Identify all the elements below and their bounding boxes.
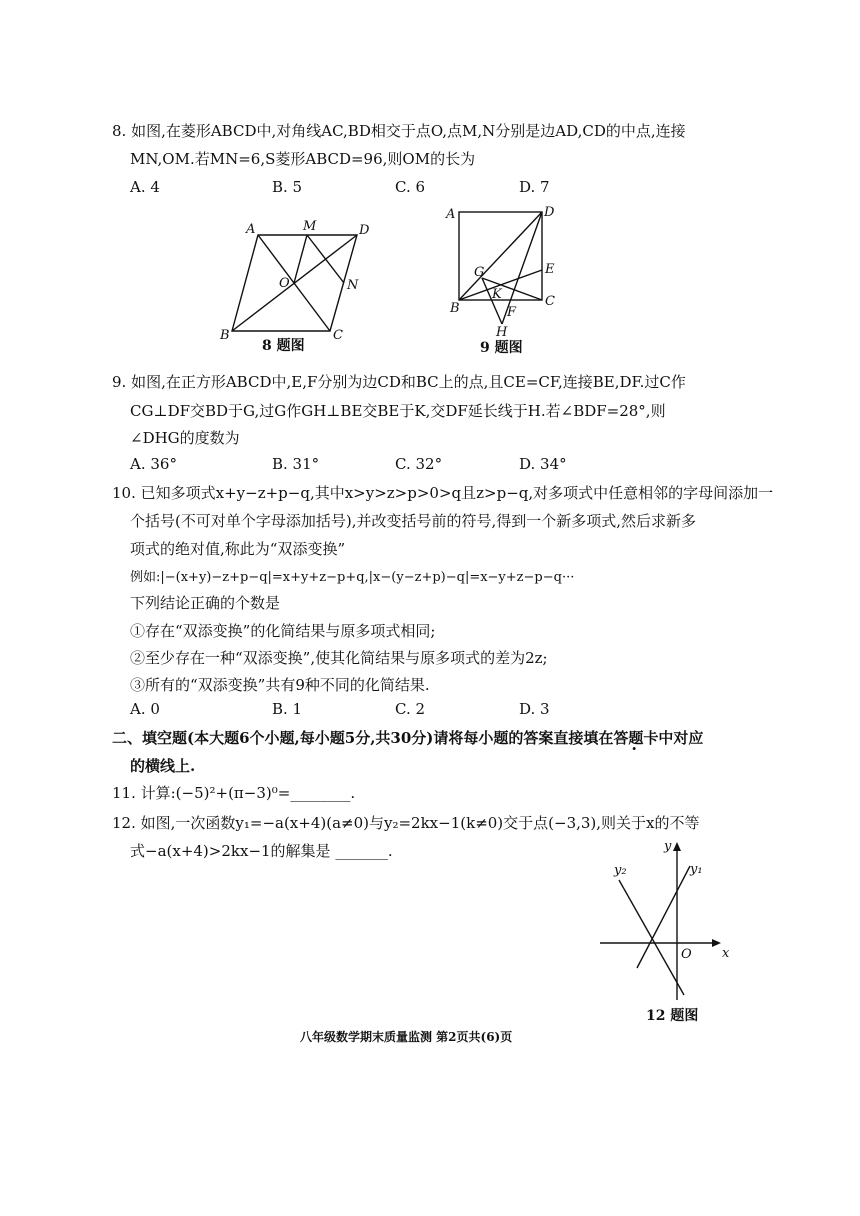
q10-line-1: 10. 已知多项式x+y−z+p−q,其中x>y>z>p>0>q且z>p−q,对多项式中任意相邻的字母间添加一 [112,484,774,502]
q9-option-b: B. 31° [272,455,320,473]
q10-prompt: 下列结论正确的个数是 [130,594,281,612]
q9-line-3: ∠DHG的度数为 [130,429,240,447]
q9-option-d: D. 34° [519,455,567,473]
label-o: O [279,276,290,291]
label-g-9: G [474,265,485,280]
label-y2: y₂ [614,863,627,878]
label-y-axis: y [664,839,672,854]
q10-line-3: 项式的绝对值,称此为“双添变换” [130,540,346,558]
label-x-axis: x [722,946,730,961]
q8-line-2: MN,OM.若MN=6,S菱形ABCD=96,则OM的长为 [130,150,476,168]
page-footer: 八年级数学期末质量监测 第2页共(6)页 [300,1030,513,1044]
q8-option-d: D. 7 [519,178,550,196]
label-a-9: A [446,207,456,222]
label-f-9: F [507,305,517,320]
section-2-emphasis: 答题卡 [613,729,659,747]
label-h-9: H [496,325,508,340]
q10-statement-2: ②至少存在一种“双添变换”,使其化简结果与原多项式的差为2z; [130,649,548,667]
section-2-heading-text: 二、填空题(本大题6个小题,每小题5分,共30分)请将每小题的答案直接填在 [112,729,614,747]
q10-line-2: 个括号(不可对单个字母添加括号),并改变括号前的符号,得到一个新多项式,然后求新多 [130,512,697,530]
q8-option-b: B. 5 [272,178,303,196]
q10-option-c: C. 2 [395,700,426,718]
label-d: D [359,223,370,238]
label-a: A [246,222,256,237]
q12-line-2: 式−a(x+4)>2kx−1的解集是 _______. [130,842,393,860]
q9-option-a: A. 36° [130,455,177,473]
section-2-heading-line-2: 的横线上. [130,757,196,775]
label-n: N [347,278,359,293]
section-2-heading-tail: 中对应 [658,729,704,747]
q9-line-1: 9. 如图,在正方形ABCD中,E,F分别为边CD和BC上的点,且CE=CF,连接BE,DF.过C作 [112,373,686,391]
q12-line-1: 12. 如图,一次函数y₁=−a(x+4)(a≠0)与y₂=2kx−1(k≠0)交于点(−3,3),则关于x的不等 [112,814,700,832]
y-axis-arrow [673,842,681,851]
q10-option-b: B. 1 [272,700,303,718]
q8-option-c: C. 6 [395,178,426,196]
q11-text: 11. 计算:(−5)²+(π−3)⁰=________. [112,784,356,802]
q8-line-1: 8. 如图,在菱形ABCD中,对角线AC,BD相交于点O,点M,N分别是边AD,CD的中点,连接 [112,122,686,140]
q10-option-a: A. 0 [130,700,160,718]
figure-12-caption: 12 题图 [646,1008,699,1024]
section-2-heading-line-1 [112,727,703,748]
segment-om [294,235,307,283]
x-axis-arrow [712,939,721,947]
q10-example: 例如:|−(x+y)−z+p−q|=x+y+z−p+q,|x−(y−z+p)−q|=x−y+z−p−q··· [130,570,575,585]
label-e-9: E [545,262,555,277]
q9-option-c: C. 32° [395,455,443,473]
q9-line-2: CG⊥DF交BD于G,过G作GH⊥BE交BE于K,交DF延长线于H.若∠BDF=28°,则 [130,402,666,420]
label-origin: O [681,947,692,962]
figure-9-caption: 9 题图 [480,340,523,356]
label-b: B [220,328,230,343]
q10-option-d: D. 3 [519,700,550,718]
label-m: M [303,219,317,234]
q10-statement-3: ③所有的“双添变换”共有9种不同的化简结果. [130,676,430,694]
q8-option-a: A. 4 [130,178,160,196]
label-k-9: K [492,287,502,302]
label-d-9: D [544,205,555,220]
label-y1: y₁ [690,862,703,877]
label-c-9: C [545,294,555,309]
segment-mn [307,235,344,283]
q10-statement-1: ①存在“双添变换”的化简结果与原多项式相同; [130,622,436,640]
figure-8-caption: 8 题图 [262,338,305,354]
label-b-9: B [450,301,460,316]
label-c: C [333,328,343,343]
